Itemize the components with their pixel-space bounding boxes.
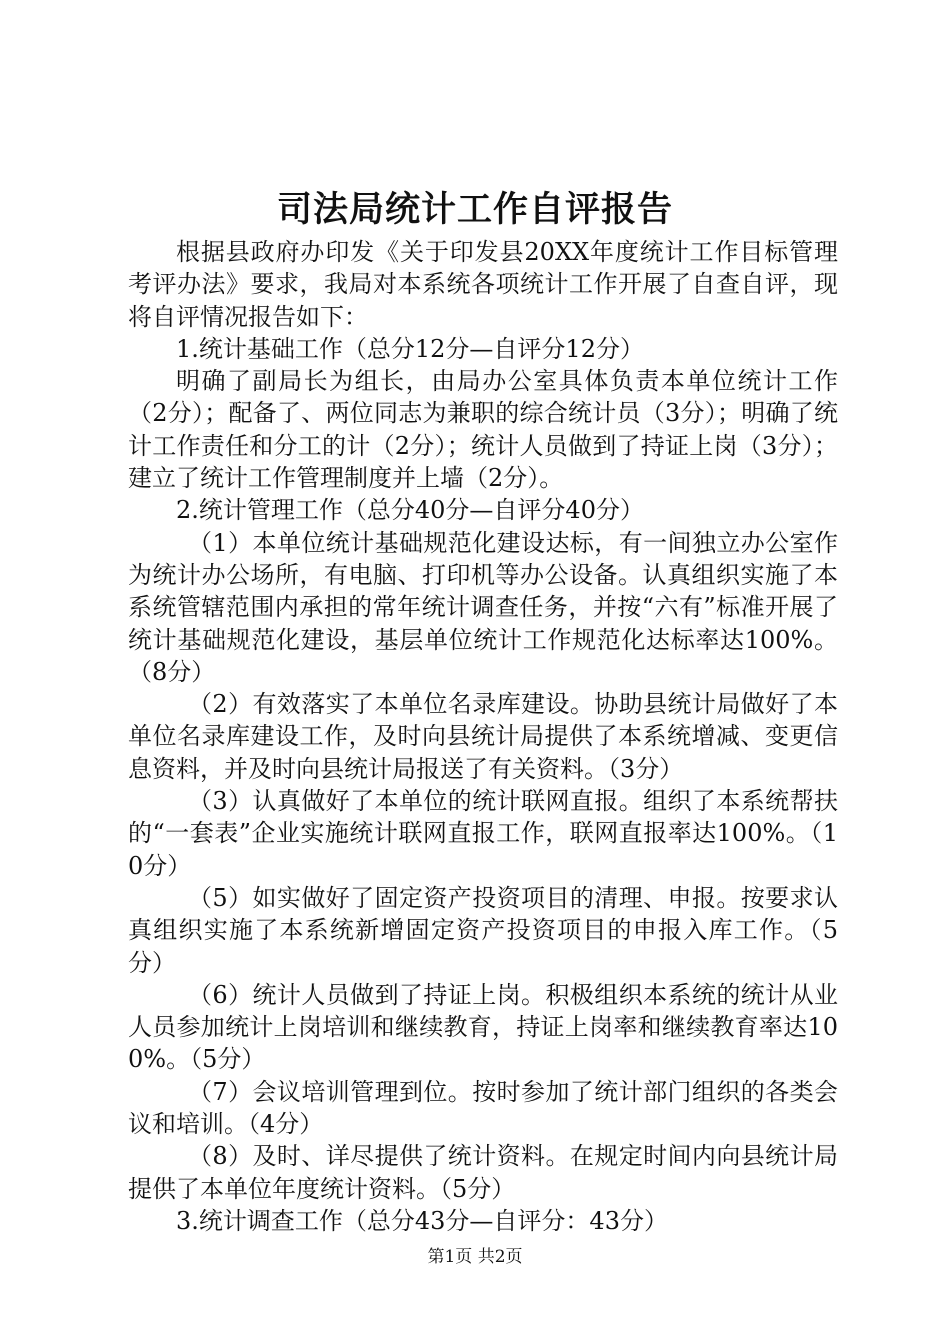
document-body <box>128 236 838 1237</box>
section-2-item-2: （2）有效落实了本单位名录库建设。协助县统计局做好了本单位名录库建设工作，及时向县统计局提供了本系统增减、变更信息资料，并及时向县统计局报送了有关资料。（3分） <box>128 690 838 783</box>
section-heading-2: 2.统计管理工作（总分40分—自评分40分） <box>176 496 644 525</box>
section-2-item-5: （5）如实做好了固定资产投资项目的清理、申报。按要求认真组织实施了本系统新增固定资产投资项目的申报入库工作。（5分） <box>128 883 838 977</box>
intro-paragraph: 根据县政府办印发《关于印发县20XX年度统计工作目标管理考评办法》要求，我局对本系统各项统计工作开展了自查自评，现将自评情况报告如下： <box>128 238 838 331</box>
section-heading-3: 3.统计调查工作（总分43分—自评分：43分） <box>176 1206 668 1235</box>
section-1-paragraph: 明确了副局长为组长，由局办公室具体负责本单位统计工作（2分）；配备了、两位同志为兼职的综合统计员（3分）；明确了统计工作责任和分工的计（2分）；统计人员做到了持证上岗（3分）；建立了统计工作管理制度并上墙（2分）。 <box>128 367 838 493</box>
page-footer: 第1页 共2页 <box>427 1247 523 1267</box>
section-2-item-8: （8）及时、详尽提供了统计资料。在规定时间内向县统计局提供了本单位年度统计资料。（5分） <box>128 1142 838 1203</box>
section-heading-1: 1.统计基础工作（总分12分—自评分12分） <box>176 334 644 363</box>
section-2-item-6: （6）统计人员做到了持证上岗。积极组织本系统的统计从业人员参加统计上岗培训和继续教育，持证上岗率和继续教育率达100%。（5分） <box>128 980 838 1074</box>
document-title: 司法局统计工作自评报告 <box>276 190 673 230</box>
section-2-item-3: （3）认真做好了本单位的统计联网直报。组织了本系统帮扶的“一套表”企业实施统计联网直报工作，联网直报率达100%。（10分） <box>128 787 838 880</box>
section-2-item-7: （7）会议培训管理到位。按时参加了统计部门组织的各类会议和培训。（4分） <box>128 1077 838 1139</box>
section-2-item-1: （1）本单位统计基础规范化建设达标，有一间独立办公室作为统计办公场所，有电脑、打印机等办公设备。认真组织实施了本系统管辖范围内承担的常年统计调查任务，并按“六有”标准开展了统计基础规范化建设，基层单位统计工作规范化达标率达100%。（8分） <box>128 528 838 686</box>
